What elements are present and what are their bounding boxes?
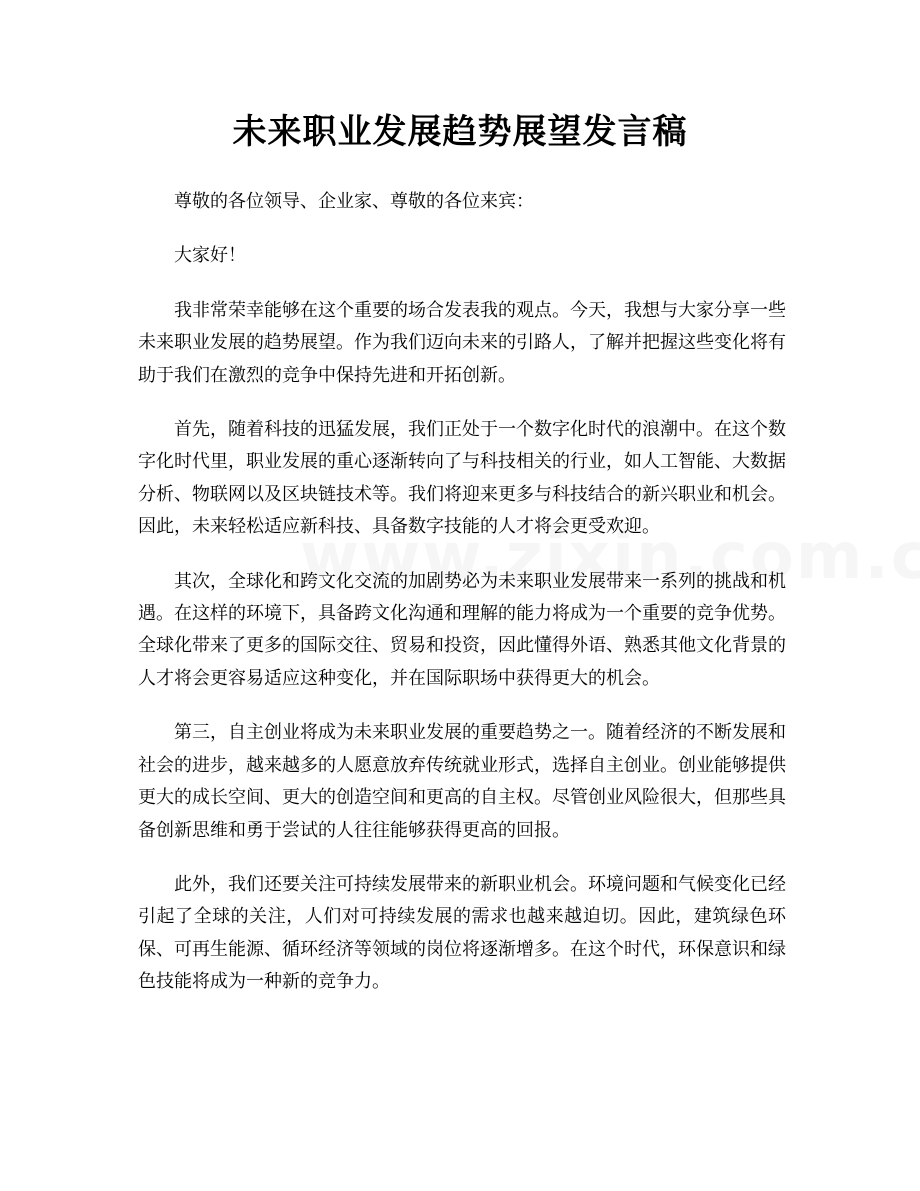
- intro-paragraph: 我非常荣幸能够在这个重要的场合发表我的观点。今天，我想与大家分享一些未来职业发展的趋势展望。作为我们迈向未来的引路人，了解并把握这些变化将有助于我们在激烈的竞争中保持先进和开拓创新。: [138, 299, 786, 386]
- speech-body: [138, 186, 786, 1021]
- sustainability-paragraph: 此外，我们还要关注可持续发展带来的新职业机会。环境问题和气候变化已经引起了全球的关注，人们对可持续发展的需求也越来越迫切。因此，建筑绿色环保、可再生能源、循环经济等领域的岗位将逐渐增多。在这个时代，环保意识和绿色技能将成为一种新的竞争力。: [138, 873, 786, 993]
- technology-paragraph: 首先，随着科技的迅猛发展，我们正处于一个数字化时代的浪潮中。在这个数字化时代里，职业发展的重心逐渐转向了与科技相关的行业，如人工智能、大数据分析、物联网以及区块链技术等。我们将迎来更多与科技结合的新兴职业和机会。因此，未来轻松适应新科技、具备数字技能的人才将会更受欢迎。: [138, 419, 786, 538]
- greeting-paragraph: 大家好！: [174, 245, 246, 267]
- globalization-paragraph: 其次，全球化和跨文化交流的加剧势必为未来职业发展带来一系列的挑战和机遇。在这样的环境下，具备跨文化沟通和理解的能力将成为一个重要的竞争优势。全球化带来了更多的国际交往、贸易和投资，因此懂得外语、熟悉其他文化背景的人才将会更容易适应这种变化，并在国际职场中获得更大的机会。: [138, 570, 786, 689]
- page-title: 未来职业发展趋势展望发言稿: [232, 112, 688, 152]
- entrepreneurship-paragraph: 第三，自主创业将成为未来职业发展的重要趋势之一。随着经济的不断发展和社会的进步，越来越多的人愿意放弃传统就业形式，选择自主创业。创业能够提供更大的成长空间、更大的创造空间和更高的自主权。尽管创业风险很大，但那些具备创新思维和勇于尝试的人往往能够获得更高的回报。: [138, 722, 786, 841]
- salutation-paragraph: 尊敬的各位领导、企业家、尊敬的各位来宾：: [174, 191, 534, 212]
